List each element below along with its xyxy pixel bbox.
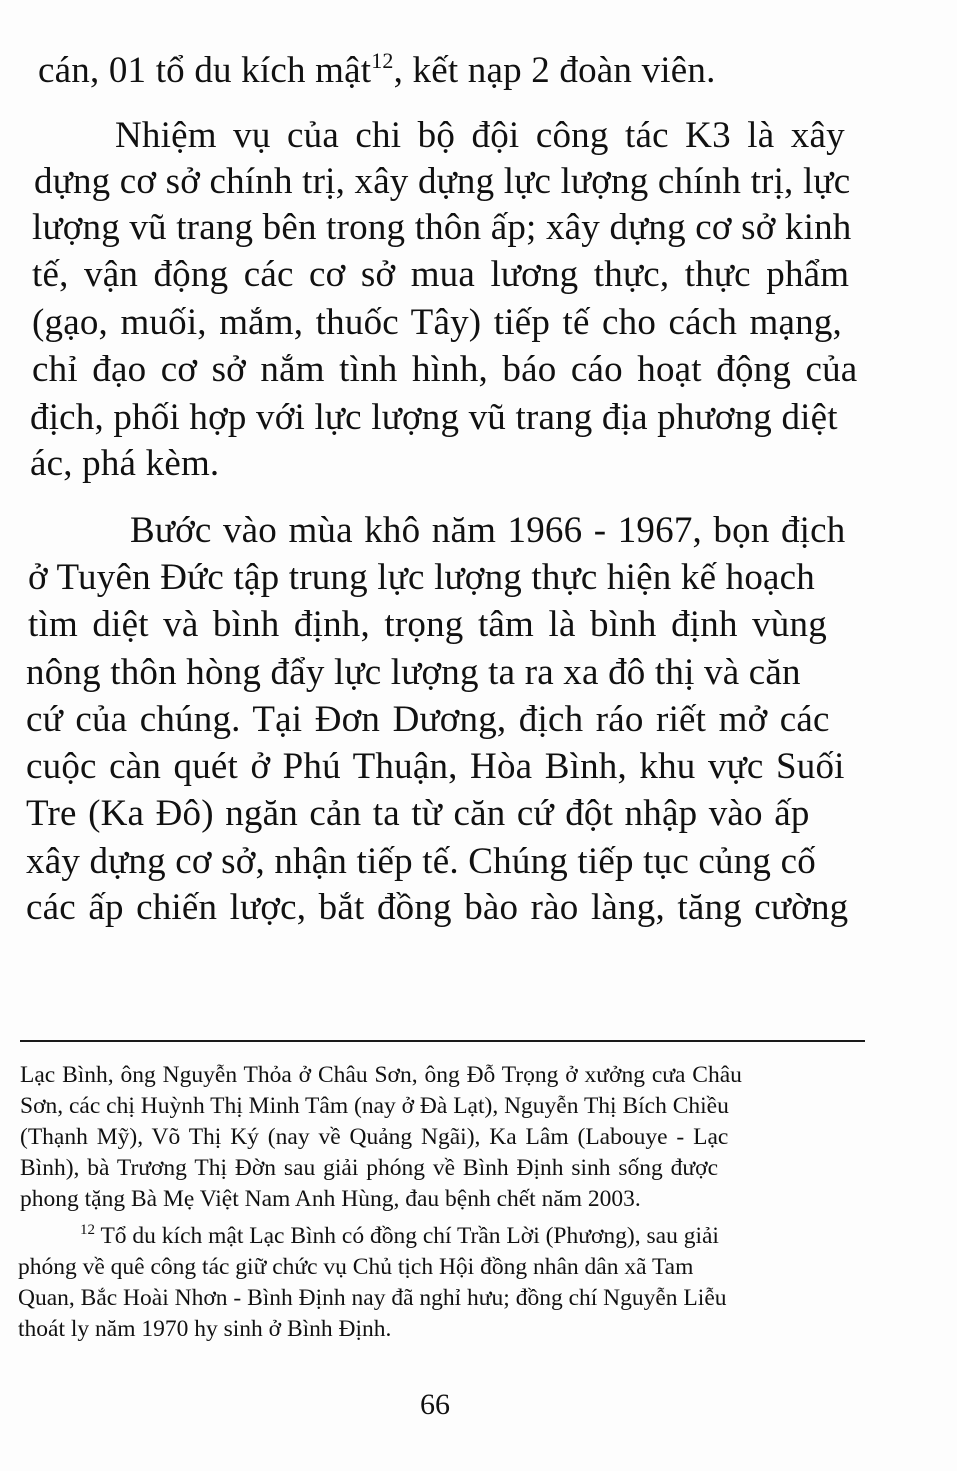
text-line: tế, vận động các cơ sở mua lương thực, thực phẩm bbox=[32, 254, 850, 295]
text-line: lượng vũ trang bên trong thôn ấp; xây dựng cơ sở kinh bbox=[32, 207, 852, 248]
footnote-line: Lạc Bình, ông Nguyễn Thỏa ở Châu Sơn, ông Đỗ Trọng ở xưởng cưa Châu bbox=[20, 1062, 742, 1088]
text-line: cuộc càn quét ở Phú Thuận, Hòa Bình, khu vực Suối bbox=[26, 746, 845, 787]
text-line: (gạo, muối, mắm, thuốc Tây) tiếp tế cho cách mạng, bbox=[32, 302, 842, 343]
text-run: cán, 01 tổ du kích mật bbox=[38, 50, 372, 91]
text-line: các ấp chiến lược, bắt đồng bào rào làng, tăng cường bbox=[26, 887, 849, 928]
text-line: Tre (Ka Đô) ngăn cản ta từ căn cứ đột nhập vào ấp bbox=[26, 793, 810, 834]
footnote-line: thoát ly năm 1970 hy sinh ở Bình Định. bbox=[18, 1316, 392, 1342]
footnote-line: (Thạnh Mỹ), Võ Thị Ký (nay về Quảng Ngãi), Ka Lâm (Labouye - Lạc bbox=[20, 1124, 729, 1150]
footnote-divider bbox=[20, 1040, 865, 1042]
text-line bbox=[38, 48, 716, 94]
footnote-line: phóng về quê công tác giữ chức vụ Chủ tịch Hội đồng nhân dân xã Tam bbox=[18, 1254, 694, 1280]
footnote-line: Quan, Bắc Hoài Nhơn - Bình Định nay đã nghỉ hưu; đồng chí Nguyễn Liễu bbox=[18, 1285, 727, 1311]
text-line: Nhiệm vụ của chi bộ đội công tác K3 là xây bbox=[115, 115, 845, 156]
text-line: Bước vào mùa khô năm 1966 - 1967, bọn địch bbox=[130, 510, 846, 551]
footnote-line: phong tặng Bà Mẹ Việt Nam Anh Hùng, đau bệnh chết năm 2003. bbox=[20, 1186, 641, 1212]
text-line: ác, phá kèm. bbox=[30, 443, 220, 484]
text-line: dựng cơ sở chính trị, xây dựng lực lượng chính trị, lực bbox=[34, 161, 851, 202]
text-line: ở Tuyên Đức tập trung lực lượng thực hiện kế hoạch bbox=[28, 557, 815, 598]
page-number: 66 bbox=[420, 1388, 450, 1421]
footnote-12 bbox=[80, 1221, 719, 1251]
text-run: , kết nạp 2 đoàn viên. bbox=[393, 50, 716, 91]
footnote-reference: 12 bbox=[371, 48, 394, 73]
footnote-line: Sơn, các chị Huỳnh Thị Minh Tâm (nay ở Đà Lạt), Nguyễn Thị Bích Chiều bbox=[20, 1093, 729, 1119]
text-line: tìm diệt và bình định, trọng tâm là bình định vùng bbox=[28, 604, 827, 645]
footnote-line: Bình), bà Trương Thị Đờn sau giải phóng về Bình Định sinh sống được bbox=[20, 1155, 719, 1181]
text-line: chỉ đạo cơ sở nắm tình hình, báo cáo hoạt động của bbox=[32, 349, 858, 390]
text-line: xây dựng cơ sở, nhận tiếp tế. Chúng tiếp tục củng cố bbox=[26, 841, 816, 882]
footnote-text: Tổ du kích mật Lạc Bình có đồng chí Trần Lời (Phương), sau giải bbox=[95, 1223, 719, 1249]
text-line: nông thôn hòng đẩy lực lượng ta ra xa đô thị và căn bbox=[26, 652, 801, 693]
text-line: địch, phối hợp với lực lượng vũ trang địa phương diệt bbox=[30, 397, 838, 438]
text-line: cứ của chúng. Tại Đơn Dương, địch ráo riết mở các bbox=[26, 699, 830, 740]
footnote-number: 12 bbox=[80, 1222, 95, 1238]
